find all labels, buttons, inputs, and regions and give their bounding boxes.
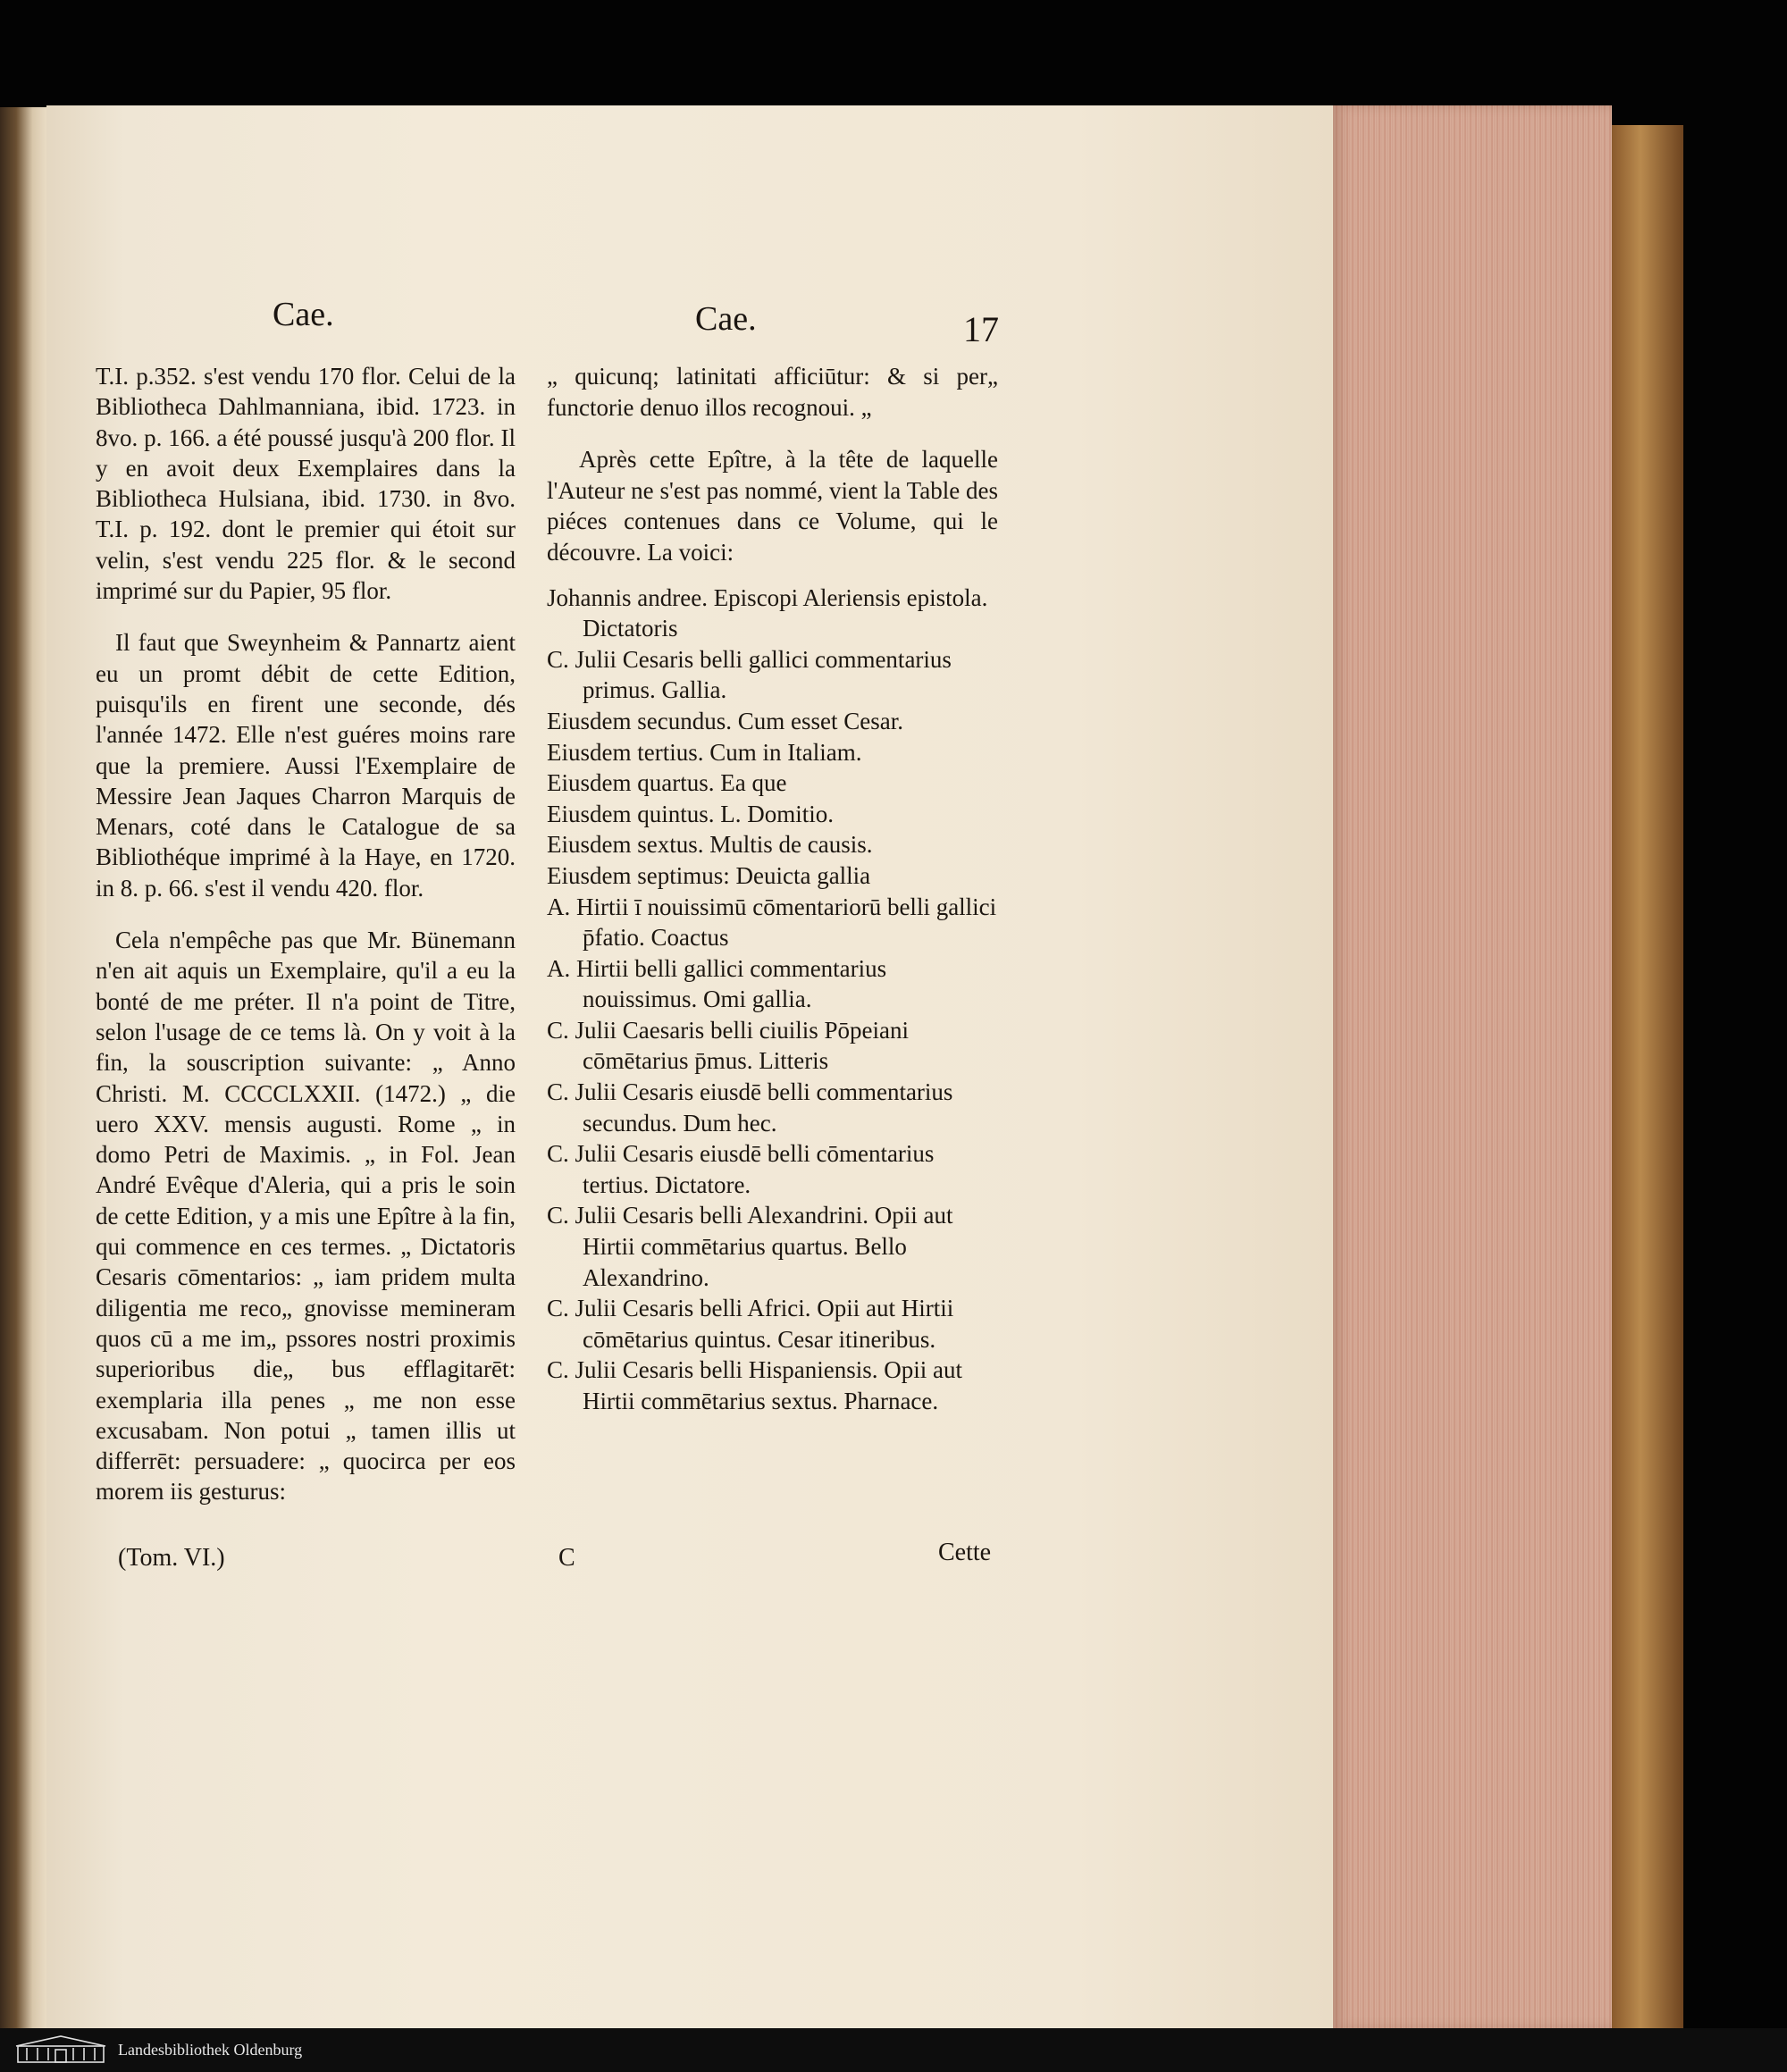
page-number: 17 (963, 309, 999, 349)
table-entry: Eiusdem septimus: Deuicta gallia (547, 861, 871, 889)
table-entry: C. Julii Cesaris belli gallici commentarius primus. Gallia. (547, 645, 952, 704)
running-head-left: Cae. (273, 296, 334, 333)
table-entry: Eiusdem tertius. Cum in Italiam. (547, 738, 862, 766)
left-paragraph-2: Il faut que Sweynheim & Pannartz aient eu un promt débit de cette Edition, puisqu'ils en firent une seconde, dés l'année 1472. Elle n'est guéres moins rare que la premiere. Aussi l'Exemplaire de Messire Jean Jaques Charron Marquis de Menars, coté dans le Catalogue de sa Bibliothéque imprimé à la Haye, en 1720. in 8. p. 66. s'est il vendu 420. flor. (96, 629, 516, 902)
left-paragraph-1: T.I. p.352. s'est vendu 170 flor. Celui de la Bibliotheca Dahlmanniana, ibid. 1723. in 8vo. p. 166. a été poussé jusqu'à 200 flor. Il y en avoit deux Exemplaires dans la Bibliotheca Hulsiana, ibid. 1730. in 8vo. T.I. p. 192. dont le premier qui étoit sur velin, s'est vendu 225 flor. & le second imprimé sur du Papier, 95 flor. (96, 363, 516, 605)
footer-bar (0, 2028, 1787, 2072)
right-column (547, 361, 998, 1417)
table-entry: Eiusdem sextus. Multis de causis. (547, 831, 873, 859)
left-catchword: (Tom. VI.) (118, 1544, 225, 1572)
table-entry: C. Julii Cesaris eiusdē belli cōmentarius tertius. Dictatore. (547, 1140, 935, 1198)
right-paragraph: Après cette Epître, à la tête de laquelle l'Auteur ne s'est pas nommé, vient la Table des piéces contenues dans ce Volume, qui le découvre. La voici: (547, 446, 998, 566)
table-entry: Eiusdem secundus. Cum esset Cesar. (547, 707, 903, 734)
table-entry: C. Julii Cesaris belli Hispaniensis. Opii aut Hirtii commētarius sextus. Pharnace. (547, 1356, 962, 1414)
table-entry: C. Julii Cesaris eiusdē belli commentarius secundus. Dum hec. (547, 1078, 953, 1137)
left-column (96, 361, 516, 1507)
table-entry: A. Hirtii ī nouissimū cōmentariorū belli gallici p̄fatio. Coactus (547, 893, 997, 952)
facing-page-edge (0, 107, 46, 2028)
running-head-right: Cae. (695, 300, 757, 338)
book-cover-edge (1612, 125, 1683, 2028)
table-entry: Johannis andree. Episcopi Aleriensis epistola. Dictatoris (547, 583, 988, 642)
right-catchword: Cette (938, 1539, 992, 1566)
table-entry: C. Julii Cesaris belli Alexandrini. Opii aut Hirtii commētarius quartus. Bello Alexandrino. (547, 1202, 953, 1291)
right-intro: „ quicunq; latinitati afficiūtur: & si per„ functorie denuo illos recognoui. „ (547, 363, 998, 421)
library-building-icon (13, 2034, 109, 2066)
table-entry: Eiusdem quartus. Ea que (547, 769, 787, 797)
library-name: Landesbibliothek Oldenburg (118, 2041, 303, 2059)
table-entry: C. Julii Caesaris belli ciuilis Pōpeiani cōmētarius p̄mus. Litteris (547, 1016, 909, 1075)
table-entry: Eiusdem quintus. L. Domitio. (547, 800, 834, 827)
table-entry: C. Julii Cesaris belli Africi. Opii aut Hirtii cōmētarius quintus. Cesar itineribus. (547, 1295, 954, 1353)
signature-mark: C (558, 1544, 575, 1572)
table-entry: A. Hirtii belli gallici commentarius nouissimus. Omi gallia. (547, 954, 887, 1013)
page-fore-edge (1333, 105, 1612, 2028)
left-paragraph-3: Cela n'empêche pas que Mr. Bünemann n'en ait aquis un Exemplaire, qu'il a eu la bonté de me préter. Il n'a point de Titre, selon l'usage de ce tems là. On y voit à la fin, la souscription suivante: „ Anno Christi. M. CCCCLXXII. (1472.) „ die uero XXV. mensis augusti. Rome „ in domo Petri de Maximis. „ in Fol. Jean André Evêque d'Aleria, qui a pris le soin de cette Edition, y a mis une Epître à la fin, qui commence en ces termes. „ Dictatoris Cesaris cōmentarios: „ iam pridem multa diligentia me reco„ gnovisse memineram quos cū a me im„ pssores nostri proximis superioribus die„ bus efflagitarēt: exemplaria illa penes „ me non esse excusabam. Non potui „ tamen illis ut differrēt: persuadere: „ quocirca per eos morem iis gesturus: (96, 927, 516, 1506)
